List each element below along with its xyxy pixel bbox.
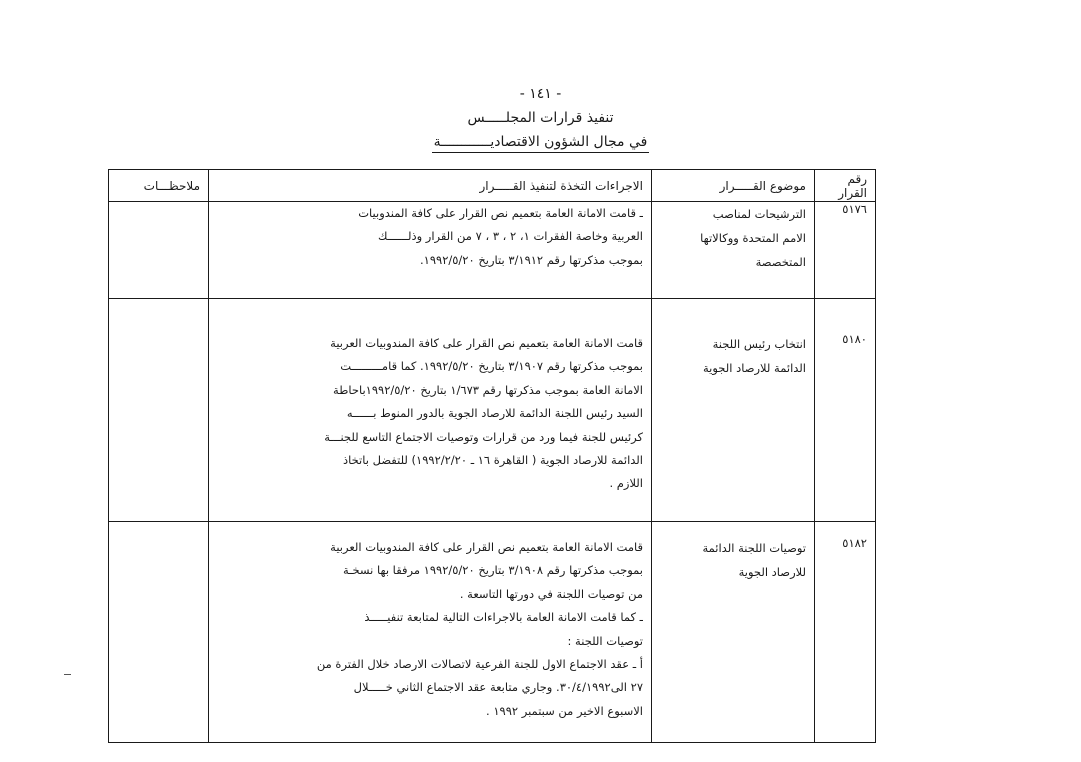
actions-line: بموجب مذكرتها رقم ٣/١٩٠٨ بتاريخ ١٩٩٢/٥/٢٠ مرفقا بها نسخـة bbox=[342, 563, 643, 578]
actions-line: كرئيس للجنة فيما ورد من قرارات وتوصيات الاجتماع التاسع للجنـــة bbox=[324, 429, 643, 444]
actions-line: ـ كما قامت الامانة العامة بالاجراءات التالية لمتابعة تنفيـــــذ bbox=[364, 610, 643, 625]
actions-line: بموجب مذكرتها رقم ٣/١٩١٢ بتاريخ ١٩٩٢/٥/٢٠. bbox=[420, 252, 643, 267]
actions-line: من توصيات اللجنة في دورتها التاسعة . bbox=[459, 586, 643, 601]
table-row bbox=[109, 522, 876, 743]
decision-subject bbox=[652, 522, 815, 743]
subject-line: للارصاد الجوية bbox=[738, 565, 806, 579]
subject-line: انتخاب رئيس اللجنة bbox=[712, 337, 806, 351]
decision-subject bbox=[652, 202, 815, 299]
decision-actions bbox=[209, 202, 652, 299]
actions-line: السيد رئيس اللجنة الدائمة للارصاد الجوية بالدور المنوط بــــــه bbox=[346, 406, 643, 421]
actions-line: الامانة العامة بموجب مذكرتها رقم ١/٦٧٣ بتاريخ ١٩٩٢/٥/٢٠باحاطة bbox=[333, 382, 643, 397]
subject-line: المتخصصة bbox=[755, 255, 806, 269]
header-actions-taken: الاجراءات التخذة لتنفيذ القـــــرار bbox=[209, 170, 652, 202]
table-row bbox=[109, 202, 876, 299]
decision-remarks bbox=[109, 522, 209, 743]
decision-remarks bbox=[109, 299, 209, 522]
actions-line: العربية وخاصة الفقرات ١، ٢ ، ٣ ، ٧ من القرار وذلــــــك bbox=[378, 229, 643, 244]
header-remarks: ملاحظـــات bbox=[109, 170, 209, 202]
subject-line: الامم المتحدة ووكالاتها bbox=[700, 231, 806, 245]
actions-line: اللازم . bbox=[609, 476, 643, 491]
actions-line: ـ قامت الامانة العامة بتعميم نص القرار على كافة المندوبيات bbox=[358, 206, 643, 220]
decision-subject bbox=[652, 299, 815, 522]
decision-actions bbox=[209, 299, 652, 522]
subject-line: الدائمة للارصاد الجوية bbox=[703, 361, 806, 375]
header-decision-number: رقم القرار bbox=[815, 170, 876, 202]
decisions-table bbox=[108, 169, 876, 743]
actions-line: أ ـ عقد الاجتماع الاول للجنة الفرعية لاتصالات الارصاد خلال الفترة من bbox=[316, 657, 643, 672]
page-title: تنفيذ قرارات المجلـــــس bbox=[467, 110, 614, 126]
decision-remarks bbox=[109, 202, 209, 299]
decision-number: ٥١٨٢ bbox=[815, 522, 876, 743]
actions-line: ٢٧ الى٣٠/٤/١٩٩٢. وجاري متابعة عقد الاجتماع الثاني خـــــلال bbox=[353, 680, 643, 695]
table-header-row bbox=[109, 170, 876, 202]
actions-line: الدائمة للارصاد الجوية ( القاهرة ١٦ ـ ١٩٩٢/٢/٢٠) للتفضل باتخاذ bbox=[343, 453, 643, 468]
actions-line: قامت الامانة العامة بتعميم نص القرار على كافة المندوبيات العربية bbox=[330, 336, 643, 350]
table-row bbox=[109, 299, 876, 522]
subject-line: الترشيحات لمناصب bbox=[712, 207, 806, 221]
page-subtitle bbox=[0, 134, 1081, 153]
actions-line: بموجب مذكرتها رقم ٣/١٩٠٧ بتاريخ ١٩٩٢/٥/٢٠. كما قامـــــــــت bbox=[340, 359, 643, 374]
subject-line: توصيات اللجنة الدائمة bbox=[702, 541, 806, 555]
page-subtitle-text: في مجال الشؤون الاقتصاديــــــــــــة bbox=[432, 134, 650, 153]
actions-line: الاسبوع الاخير من سبتمبر ١٩٩٢ . bbox=[486, 703, 643, 718]
header-decision-subject: موضوع القـــــرار bbox=[652, 170, 815, 202]
decision-actions bbox=[209, 522, 652, 743]
scan-mark bbox=[64, 674, 71, 675]
decision-number: ٥١٨٠ bbox=[815, 299, 876, 522]
actions-line: توصيات اللجنة : bbox=[567, 633, 643, 648]
decision-number: ٥١٧٦ bbox=[815, 202, 876, 299]
actions-line: قامت الامانة العامة بتعميم نص القرار على كافة المندوبيات العربية bbox=[330, 540, 643, 554]
page-number: - ١٤١ - bbox=[519, 86, 562, 102]
